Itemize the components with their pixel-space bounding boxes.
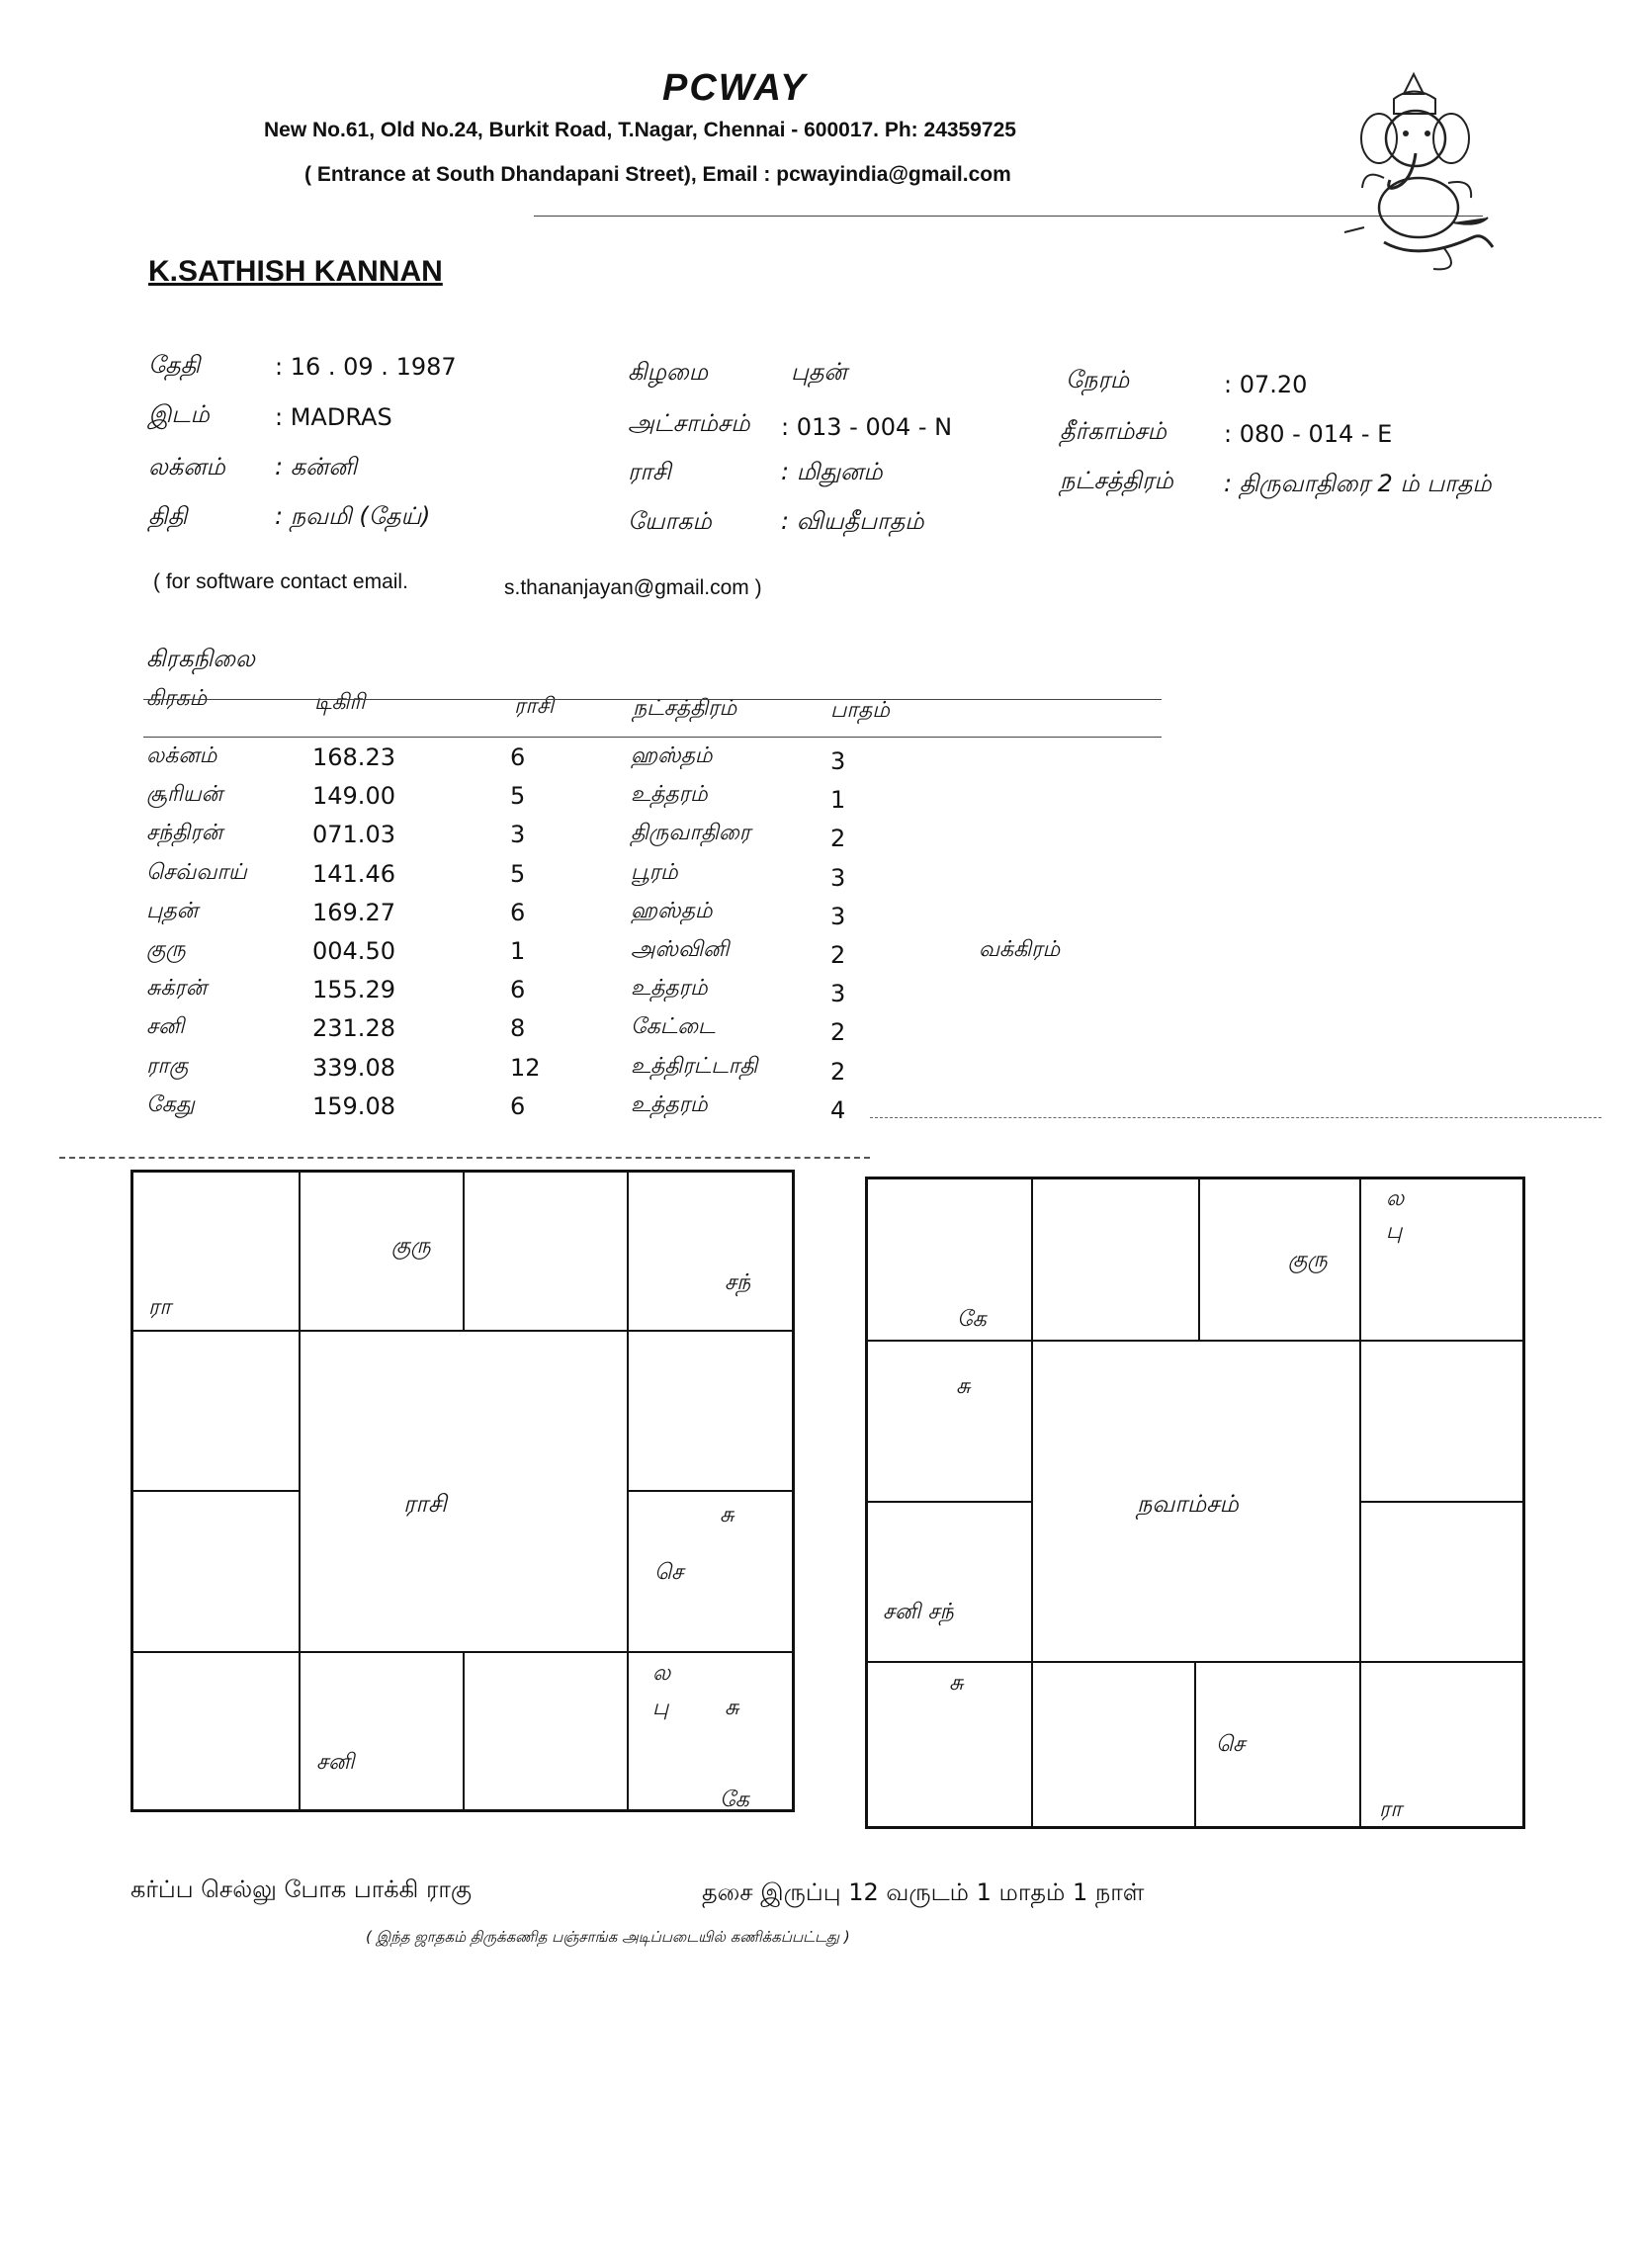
navamsa-grid-row-2-right xyxy=(1359,1501,1525,1503)
time-value: : 07.20 xyxy=(1224,371,1308,398)
rasi-value: : மிதுனம் xyxy=(781,458,883,485)
rasi-grid-col-1 xyxy=(299,1170,301,1812)
planets-header-graham: கிரகம் xyxy=(146,686,208,711)
footer-note: ( இந்த ஜாதகம் திருக்கணித பஞ்சாங்க அடிப்படையில் கணிக்கப்பட்டது ) xyxy=(366,1928,850,1946)
rasi-cell-7a: ல xyxy=(652,1661,671,1686)
planet-row-4-col-3: ஹஸ்தம் xyxy=(631,898,713,923)
planet-row-1-col-3: உத்தரம் xyxy=(631,782,708,808)
time-label: நேரம் xyxy=(1066,366,1130,393)
planet-row-7-col-2: 8 xyxy=(510,1014,526,1043)
navamsa-cell-8: செ xyxy=(1216,1732,1246,1757)
planets-header-top-rule xyxy=(143,699,1162,700)
day-value: புதன் xyxy=(791,358,847,386)
dasai-balance: தசை இருப்பு 12 வருடம் 1 மாதம் 1 நாள் xyxy=(702,1878,1145,1906)
navamsa-grid-col-3 xyxy=(1359,1177,1361,1829)
rasi-grid-col-3 xyxy=(627,1170,629,1812)
planet-row-3-col-0: செவ்வாய் xyxy=(146,859,247,885)
latitude-value: : 013 - 004 - N xyxy=(781,413,953,441)
navamsa-cell-4b: பு xyxy=(1386,1219,1403,1244)
rasi-center xyxy=(302,1333,624,1648)
planet-row-4-col-4: 3 xyxy=(830,902,846,930)
navamsa-cell-4a: ல xyxy=(1386,1186,1405,1211)
navamsa-grid-row-2-left xyxy=(865,1501,1031,1503)
rasi-cell-7c: சு xyxy=(725,1696,739,1720)
garbha-remaining: கர்ப்ப செல்லு போக பாக்கி ராகு xyxy=(130,1875,473,1903)
address-line-2: ( Entrance at South Dhandapani Street), Email : pcwayindia@gmail.com xyxy=(304,163,1011,186)
planet-row-3-col-1: 141.46 xyxy=(312,859,395,888)
rasi-cell-7d: கே xyxy=(720,1788,749,1812)
place-value: : MADRAS xyxy=(275,403,392,431)
planet-row-1-col-1: 149.00 xyxy=(312,782,395,811)
planet-row-6-col-0: சுக்ரன் xyxy=(146,976,208,1002)
planets-header-star: நட்சத்திரம் xyxy=(633,696,737,721)
planet-row-5-col-0: குரு xyxy=(146,937,186,962)
navamsa-cell-10: சு xyxy=(949,1671,964,1696)
rasi-cell-7b: பு xyxy=(652,1696,669,1720)
rasi-grid-row-2-right xyxy=(627,1490,795,1492)
rasi-cell-6a: சு xyxy=(720,1503,735,1527)
planet-row-6-col-2: 6 xyxy=(510,976,526,1004)
planet-row-9-col-4: 4 xyxy=(830,1095,846,1124)
rasi-cell-1: ரா xyxy=(148,1295,171,1320)
navamsa-grid-col-2-top xyxy=(1198,1177,1200,1340)
star-label: நட்சத்திரம் xyxy=(1060,467,1173,494)
thithi-label: திதி xyxy=(148,502,188,530)
thithi-value: : நவமி (தேய்) xyxy=(275,502,431,530)
planets-header-padam: பாதம் xyxy=(830,698,890,723)
planets-header-rasi: ராசி xyxy=(514,694,555,719)
table-end-rule-2 xyxy=(870,1117,1601,1118)
navamsa-cell-3: குரு xyxy=(1288,1248,1328,1272)
rasi-cell-2: குரு xyxy=(391,1234,431,1259)
planet-row-8-col-4: 2 xyxy=(830,1057,846,1086)
planet-row-5-col-3: அஸ்வினி xyxy=(631,937,730,962)
ganesha-logo-icon xyxy=(1325,59,1503,277)
navamsa-grid-row-1 xyxy=(865,1340,1525,1342)
planet-row-5-col-4: 2 xyxy=(830,941,846,969)
planet-row-8-col-3: உத்திரட்டாதி xyxy=(631,1053,758,1079)
planet-row-6-col-1: 155.29 xyxy=(312,976,395,1004)
software-email: s.thananjayan@gmail.com ) xyxy=(504,576,762,599)
planet-row-1-col-0: சூரியன் xyxy=(146,782,223,808)
planet-row-3-col-4: 3 xyxy=(830,863,846,892)
planet-row-2-col-2: 3 xyxy=(510,821,526,849)
yogam-value: : வியதீபாதம் xyxy=(781,507,924,535)
planet-row-0-col-3: ஹஸ்தம் xyxy=(631,743,713,768)
rasi-label: ராசி xyxy=(628,458,671,485)
lagnam-label: லக்னம் xyxy=(148,453,225,480)
planets-header-bottom-rule xyxy=(143,737,1162,738)
planet-row-4-col-0: புதன் xyxy=(146,898,199,923)
planet-row-1-col-2: 5 xyxy=(510,782,526,811)
planet-row-7-col-0: சனி xyxy=(146,1014,185,1040)
longitude-label: தீர்காம்சம் xyxy=(1060,417,1167,445)
planet-row-3-col-3: பூரம் xyxy=(631,859,678,885)
planet-row-0-col-4: 3 xyxy=(830,747,846,775)
planet-row-5-col-1: 004.50 xyxy=(312,937,395,965)
planet-row-8-col-1: 339.08 xyxy=(312,1053,395,1082)
planet-row-2-col-4: 2 xyxy=(830,825,846,853)
planet-row-2-col-0: சந்திரன் xyxy=(146,821,223,846)
rasi-cell-9: சனி xyxy=(316,1750,355,1775)
day-label: கிழமை xyxy=(628,358,708,386)
planet-row-8-col-2: 12 xyxy=(510,1053,541,1082)
rasi-cell-4: சந் xyxy=(725,1270,751,1295)
date-label: தேதி xyxy=(148,351,201,379)
planet-row-5-col-5: வக்கிரம் xyxy=(979,937,1061,962)
rasi-chart-title: ராசி xyxy=(403,1490,447,1518)
planet-row-3-col-2: 5 xyxy=(510,859,526,888)
planet-row-6-col-4: 3 xyxy=(830,980,846,1008)
planet-row-1-col-4: 1 xyxy=(830,786,846,815)
address-line-1: New No.61, Old No.24, Burkit Road, T.Nagar, Chennai - 600017. Ph: 24359725 xyxy=(264,119,1016,141)
planet-row-9-col-2: 6 xyxy=(510,1091,526,1120)
latitude-label: அட்சாம்சம் xyxy=(628,409,750,437)
planet-row-8-col-0: ராகு xyxy=(146,1053,189,1079)
planets-section-title: கிரகநிலை xyxy=(146,645,255,672)
navamsa-grid-col-1 xyxy=(1031,1177,1033,1829)
navamsa-cell-12: சு xyxy=(956,1374,971,1399)
planet-row-2-col-3: திருவாதிரை xyxy=(631,821,751,846)
company-title: PCWAY xyxy=(662,67,808,109)
planet-row-5-col-2: 1 xyxy=(510,937,526,965)
rasi-grid-col-2-bottom xyxy=(463,1651,465,1812)
planet-row-9-col-1: 159.08 xyxy=(312,1091,395,1120)
date-value: : 16 . 09 . 1987 xyxy=(275,353,457,381)
planet-row-7-col-1: 231.28 xyxy=(312,1014,395,1043)
navamsa-chart-title: நவாம்சம் xyxy=(1137,1490,1239,1518)
rasi-cell-6b: செ xyxy=(654,1560,684,1585)
planet-row-0-col-0: லக்னம் xyxy=(146,743,217,768)
table-end-rule xyxy=(59,1157,870,1159)
navamsa-cell-1: கே xyxy=(957,1307,987,1332)
navamsa-cell-7: ரா xyxy=(1379,1797,1402,1822)
planet-row-7-col-4: 2 xyxy=(830,1018,846,1047)
planet-row-0-col-1: 168.23 xyxy=(312,743,395,771)
planet-row-9-col-0: கேது xyxy=(146,1091,195,1117)
software-note: ( for software contact email. xyxy=(153,570,408,593)
planet-row-2-col-1: 071.03 xyxy=(312,821,395,849)
planet-row-9-col-3: உத்தரம் xyxy=(631,1091,708,1117)
person-name: K.SATHISH KANNAN xyxy=(148,255,443,288)
lagnam-value: : கன்னி xyxy=(275,453,358,480)
longitude-value: : 080 - 014 - E xyxy=(1224,420,1393,448)
planet-row-6-col-3: உத்தரம் xyxy=(631,976,708,1002)
yogam-label: யோகம் xyxy=(628,507,712,535)
rasi-grid-row-1 xyxy=(130,1330,795,1332)
planet-row-4-col-2: 6 xyxy=(510,898,526,926)
rasi-grid-col-2-top xyxy=(463,1170,465,1330)
planet-row-4-col-1: 169.27 xyxy=(312,898,395,926)
rasi-grid-row-2-left xyxy=(130,1490,299,1492)
planet-row-0-col-2: 6 xyxy=(510,743,526,771)
planet-row-7-col-3: கேட்டை xyxy=(631,1014,716,1040)
star-value: : திருவாதிரை 2 ம் பாதம் xyxy=(1224,470,1492,497)
navamsa-grid-col-2-bottom xyxy=(1194,1661,1196,1829)
place-label: இடம் xyxy=(148,400,210,428)
navamsa-cell-11: சனி சந் xyxy=(883,1600,954,1624)
planets-header-degree: டிகிரி xyxy=(314,690,366,715)
